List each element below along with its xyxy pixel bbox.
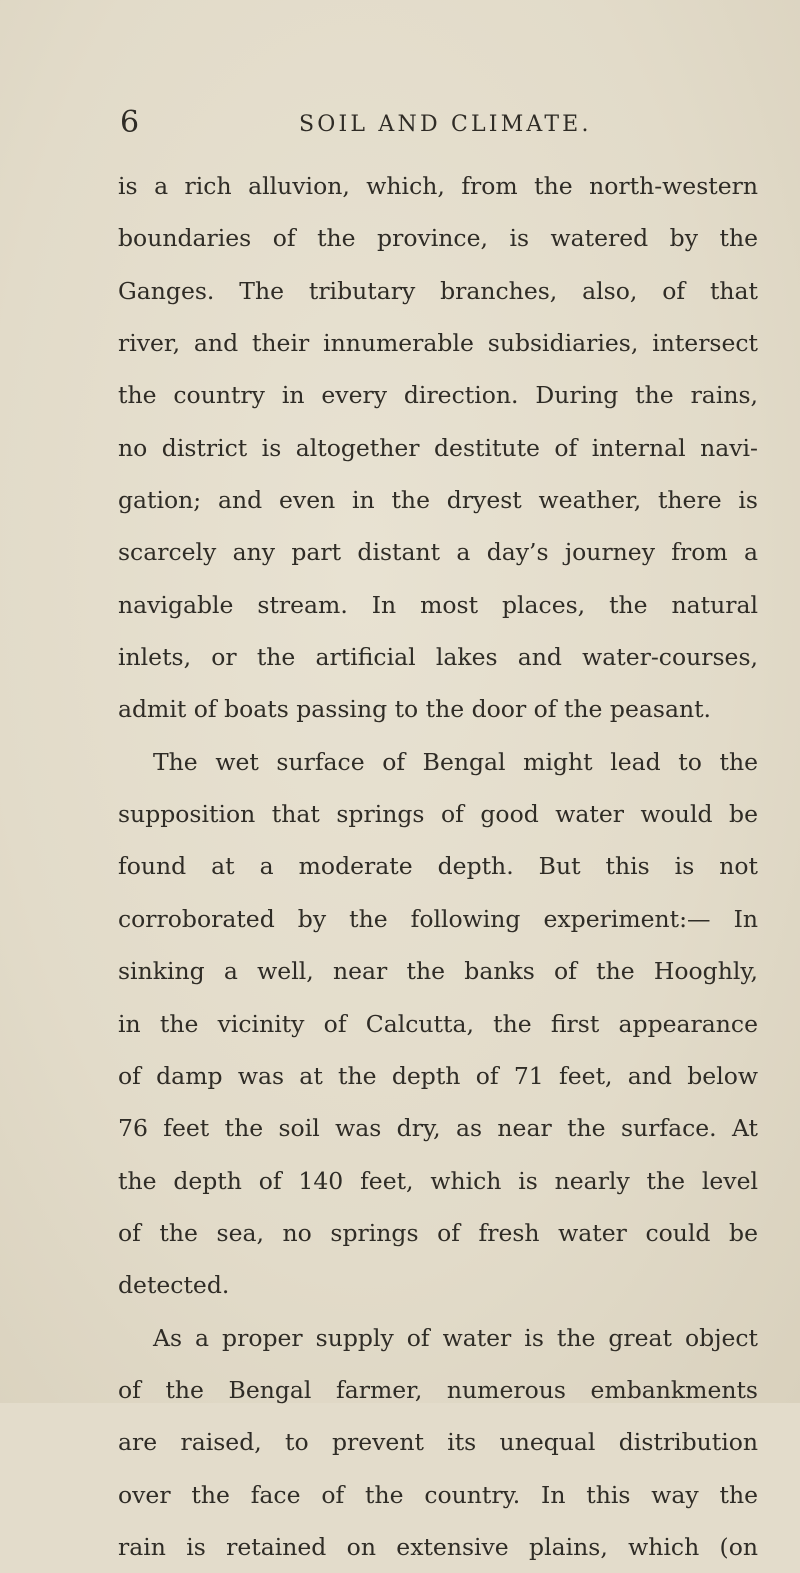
text-line: over the face of the country. In this way the bbox=[118, 1480, 758, 1509]
text-line: no district is altogether destitute of internal navi- bbox=[118, 433, 758, 462]
text-line: 76 feet the soil was dry, as near the surface. At bbox=[118, 1114, 758, 1143]
text-line: admit of boats passing to the door of the peasant. bbox=[118, 695, 712, 724]
running-head bbox=[0, 103, 800, 143]
text-line: of the Bengal farmer, numerous embankments bbox=[118, 1375, 758, 1404]
text-line: found at a moderate depth. But this is not bbox=[118, 852, 758, 881]
text-line: detected. bbox=[118, 1271, 230, 1300]
text-line: corroborated by the following experiment:— In bbox=[118, 904, 758, 933]
text-line: scarcely any part distant a day’s journey from a bbox=[118, 538, 758, 567]
text-line: navigable stream. In most places, the natural bbox=[118, 590, 758, 619]
text-line: of the sea, no springs of fresh water could be bbox=[118, 1218, 758, 1247]
text-line: sinking a well, near the banks of the Hooghly, bbox=[118, 957, 758, 986]
page-number: 6 bbox=[120, 105, 140, 140]
text-line: rain is retained on extensive plains, which (on bbox=[118, 1532, 758, 1561]
text-line: the country in every direction. During the rains, bbox=[118, 381, 758, 410]
text-line: supposition that springs of good water would be bbox=[118, 800, 758, 829]
text-line: gation; and even in the dryest weather, there is bbox=[118, 486, 758, 515]
text-line: As a proper supply of water is the great object bbox=[153, 1323, 758, 1352]
text-line: are raised, to prevent its unequal distribution bbox=[118, 1428, 758, 1457]
text-line: The wet surface of Bengal might lead to the bbox=[153, 747, 758, 776]
text-line: inlets, or the artificial lakes and water-courses, bbox=[118, 643, 758, 672]
text-line: Ganges. The tributary branches, also, of that bbox=[118, 276, 758, 305]
body-text bbox=[118, 160, 758, 1573]
text-line: of damp was at the depth of 71 feet, and below bbox=[118, 1061, 758, 1090]
text-line: is a rich alluvion, which, from the north-western bbox=[118, 172, 758, 200]
text-line: river, and their innumerable subsidiaries, intersect bbox=[118, 329, 758, 358]
text-line: boundaries of the province, is watered by the bbox=[118, 224, 758, 253]
running-title: SOIL AND CLIMATE. bbox=[299, 112, 592, 137]
text-line: in the vicinity of Calcutta, the first appearance bbox=[118, 1009, 758, 1038]
text-line: the depth of 140 feet, which is nearly the level bbox=[118, 1166, 758, 1195]
